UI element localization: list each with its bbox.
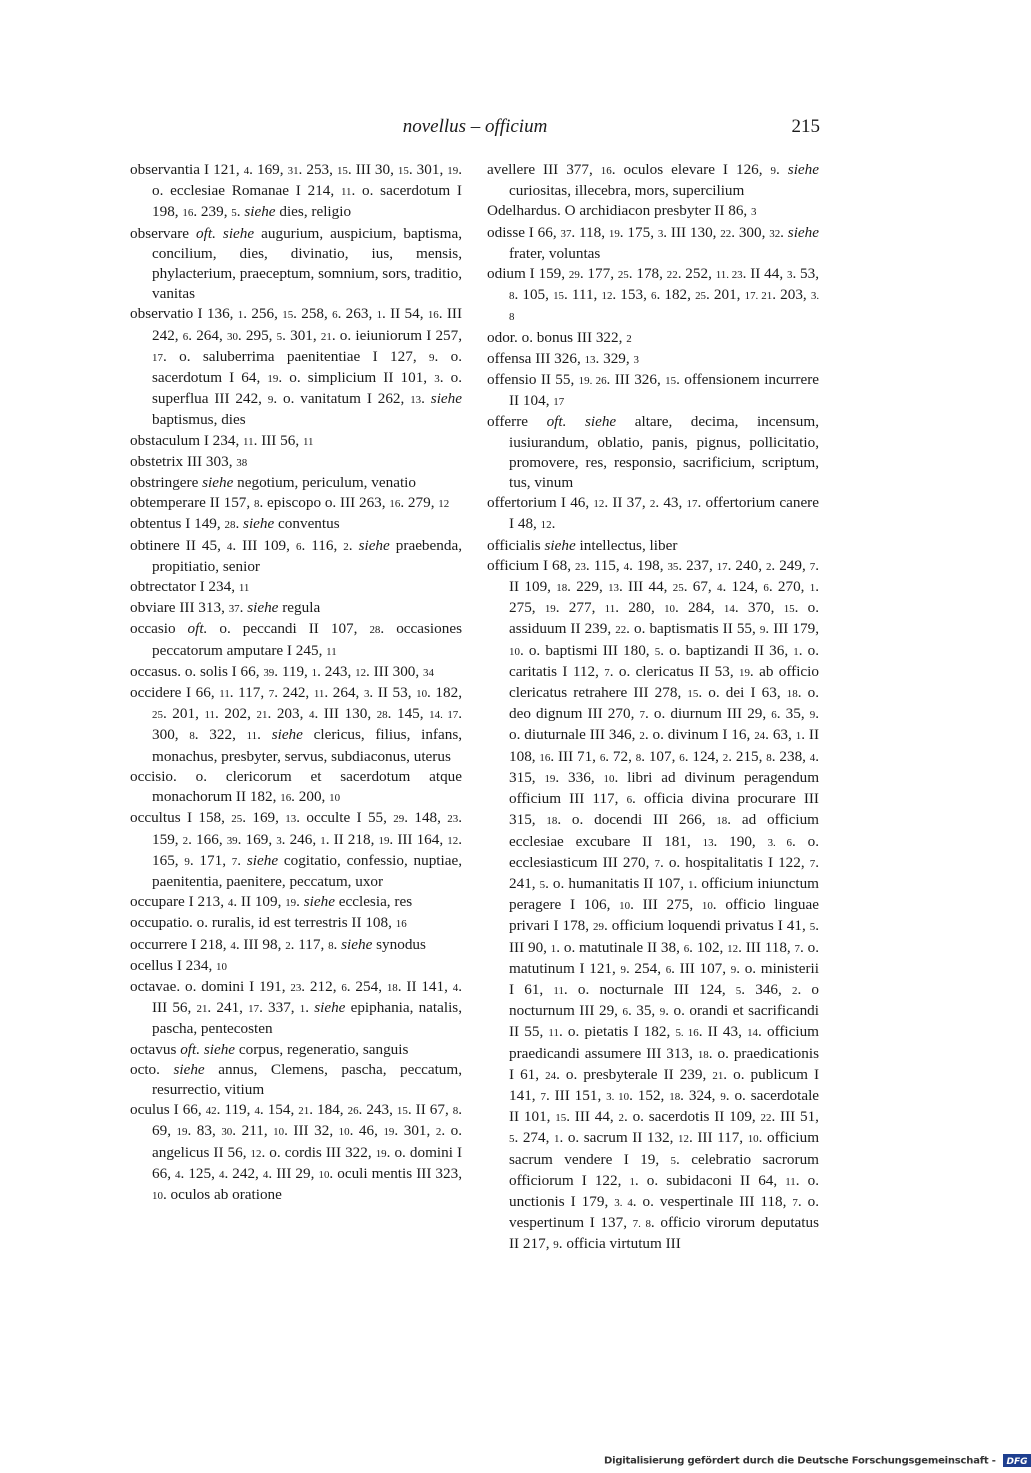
index-entry: odium I 159, 29. 177, 25. 178, 22. 252, 11. 23. II 44, 3. 53, 8. 105, 15. 111, 12. 153, 6. 182, 25. 201, 17. 21. 203, 3. 8 xyxy=(487,265,820,324)
index-entry: offensio II 55, 19. 26. III 326, 15. offensionem incurrere II 104, 17 xyxy=(487,371,820,410)
index-entry: obviare III 313, 37. siehe regula xyxy=(130,599,321,617)
index-entry: occupatio. o. ruralis, id est terrestris II 108, 16 xyxy=(130,914,407,932)
index-entry: obtrectator I 234, 11 xyxy=(130,578,250,596)
index-entry: odisse I 66, 37. 118, 19. 175, 3. III 130, 22. 300, 32. siehe frater, voluntas xyxy=(487,223,820,262)
index-entry: Odelhardus. O archidiacon presbyter II 86, 3 xyxy=(487,202,757,220)
index-column-left xyxy=(130,160,462,1206)
index-column-right xyxy=(487,160,819,1256)
index-entry: officialis siehe intellectus, liber xyxy=(487,536,678,554)
dfg-logo-icon xyxy=(1003,1454,1031,1467)
index-entry: officium I 68, 23. 115, 4. 198, 35. 237, 17. 240, 2. 249, 7. II 109, 18. 229, 13. III 44, 25. 67, 4. 124, 6. 270, 1. 275, 19. 277, 11. 280, 10. 284, 14. 370, 15. o. assiduum II 239, 22. o. baptismatis II 55, 9. III 179, 10. o. baptismi III 180, 5. o. baptizandi II 36, 1. o. caritatis I 112, 7. o. clericatus II 53, 19. ab officio clericatus retrahere III 278, 15. o. dei I 63, 18. o. deo dignum III 270, 7. o. diurnum III 29, 6. 35, 9. o. diuturnale III 346, 2. o. divinum I 16, 24. 63, 1. II 108, 16. III 71, 6. 72, 8. 107, 6. 124, 2. 215, 8. 238, 4. 315, 19. 336, 10. libri ad divinum peragendum officium III 117, 6. officia divina procurare III 315, 18. o. docendi III 266, 18. ad officium ecclesiae excubare II 181, 13. 190, 3. 6. o. ecclesiasticum III 270, 7. o. hospitalitatis I 122, 7. 241, 5. o. humanitatis II 107, 1. officium iniunctum peragere I 106, 10. III 275, 10. officio linguae privari I 178, 29. officium loquendi privatus I 41, 5. III 90, 1. o. matutinale II 38, 6. 102, 12. III 118, 7. o. matutinum I 121, 9. 254, 6. III 107, 9. o. ministerii I 61, 11. o. nocturnale III 124, 5. 346, 2. o nocturnum III 29, 6. 35, 9. o. orandi et sacrificandi II 55, 11. o. pietatis I 182, 5. 16. II 43, 14. officium praedicandi assumere III 313, 18. o. praedicationis I 61, 24. o. presbyterale II 239, 21. o. publicum I 141, 7. III 151, 3. 10. 152, 18. 324, 9. o. sacerdotale II 101, 15. III 44, 2. o. sacerdotis II 109, 22. III 51, 5. 274, 1. o. sacrum II 132, 12. III 117, 10. officium sacrum vendere I 19, 5. celebratio sacrorum officiorum I 122, 1. o. subidaconi II 64, 11. o. unctionis I 179, 3. 4. o. vespertinale III 118, 7. o. vespertinum I 137, 7. 8. officio virorum deputatus II 217, 9. officia virtutum III xyxy=(487,556,820,1253)
index-entry: offerre oft. siehe altare, decima, incensum, iusiurandum, oblatio, panis, pignus, pollicitatio, promovere, res, responsio, sacrificium, scriptum, tus, vinum xyxy=(487,413,819,492)
index-entry: obtemperare II 157, 8. episcopo o. III 263, 16. 279, 12 xyxy=(130,494,450,512)
dfg-logo-text: DFG xyxy=(1006,1457,1028,1467)
running-head xyxy=(130,116,820,140)
footer-credit xyxy=(604,1454,1028,1468)
page-number: 215 xyxy=(791,116,820,137)
index-entry: obstringere siehe negotium, periculum, venatio xyxy=(130,474,416,492)
index-entry: occisio. o. clericorum et sacerdotum atque monachorum II 182, 16. 200, 10 xyxy=(130,767,462,806)
index-entry: avellere III 377, 16. oculos elevare I 126, 9. siehe curiositas, illecebra, mors, supercilium xyxy=(487,161,820,200)
index-entry: occultus I 158, 25. 169, 13. occulte I 55, 29. 148, 23. 159, 2. 166, 39. 169, 3. 246, 1. II 218, 19. III 164, 12. 165, 9. 171, 7. siehe cogitatio, confessio, nuptiae, paenitentia, paenitere, peccatum, uxor xyxy=(130,809,463,890)
index-entry: obtentus I 149, 28. siehe conventus xyxy=(130,515,340,533)
index-entry: occidere I 66, 11. 117, 7. 242, 11. 264, 3. II 53, 10. 182, 25. 201, 11. 202, 21. 203, 4. III 130, 28. 145, 14. 17. 300, 8. 322, 11. siehe clericus, filius, infans, monachus, presbyter, servus, subdiaconus, uterus xyxy=(130,684,463,765)
index-entry: offertorium I 46, 12. II 37, 2. 43, 17. offertorium canere I 48, 12. xyxy=(487,494,819,533)
index-entry: observatio I 136, 1. 256, 15. 258, 6. 263, 1. II 54, 16. III 242, 6. 264, 30. 295, 5. 301, 21. o. ieiuniorum I 257, 17. o. saluberrima paenitentiae I 127, 9. o. sacerdotum I 64, 19. o. simplicium II 101, 3. o. superflua III 242, 9. o. vanitatum I 262, 13. siehe baptismus, dies xyxy=(130,305,463,429)
index-entry: octavae. o. domini I 191, 23. 212, 6. 254, 18. II 141, 4. III 56, 21. 241, 17. 337, 1. siehe epiphania, natalis, pascha, pentecosten xyxy=(130,977,463,1038)
index-entry: ocellus I 234, 10 xyxy=(130,956,227,974)
index-entry: observantia I 121, 4. 169, 31. 253, 15. III 30, 15. 301, 19. o. ecclesiae Romanae I 214, 11. o. sacerdotum I 198, 16. 239, 5. siehe dies, religio xyxy=(130,161,463,221)
index-entry: offensa III 326, 13. 329, 3 xyxy=(487,349,639,367)
index-entry: oculus I 66, 42. 119, 4. 154, 21. 184, 26. 243, 15. II 67, 8. 69, 19. 83, 30. 211, 10. III 32, 10. 46, 19. 301, 2. o. angelicus II 56, 12. o. cordis III 322, 19. o. domini I 66, 4. 125, 4. 242, 4. III 29, 10. oculi mentis III 323, 10. oculos ab oratione xyxy=(130,1101,463,1203)
index-entry: octo. siehe annus, Clemens, pascha, peccatum, resurrectio, vitium xyxy=(130,1060,462,1098)
footer-text: Digitalisierung gefördert durch die Deutsche Forschungsgemeinschaft - xyxy=(604,1455,996,1467)
index-entry: obstetrix III 303, 38 xyxy=(130,452,248,470)
index-entry: obtinere II 45, 4. III 109, 6. 116, 2. siehe praebenda, propitiatio, senior xyxy=(130,536,462,575)
index-entry: octavus oft. siehe corpus, regeneratio, sanguis xyxy=(130,1040,409,1058)
index-entry: occasus. o. solis I 66, 39. 119, 1. 243, 12. III 300, 34 xyxy=(130,662,434,680)
index-entry: obstaculum I 234, 11. III 56, 11 xyxy=(130,431,314,449)
index-entry: occupare I 213, 4. II 109, 19. siehe ecclesia, res xyxy=(130,893,413,911)
index-entry: odor. o. bonus III 322, 2 xyxy=(487,328,632,346)
index-entry: occurrere I 218, 4. III 98, 2. 117, 8. siehe synodus xyxy=(130,935,426,953)
index-entry: observare oft. siehe augurium, auspicium, baptisma, concilium, dies, divinatio, ius, mensis, phylacterium, praeceptum, somnium, sors, traditio, vanitas xyxy=(130,224,463,303)
page-title: novellus – officium xyxy=(402,116,548,137)
index-entry: occasio oft. o. peccandi II 107, 28. occasiones peccatorum amputare I 245, 11 xyxy=(130,620,462,659)
